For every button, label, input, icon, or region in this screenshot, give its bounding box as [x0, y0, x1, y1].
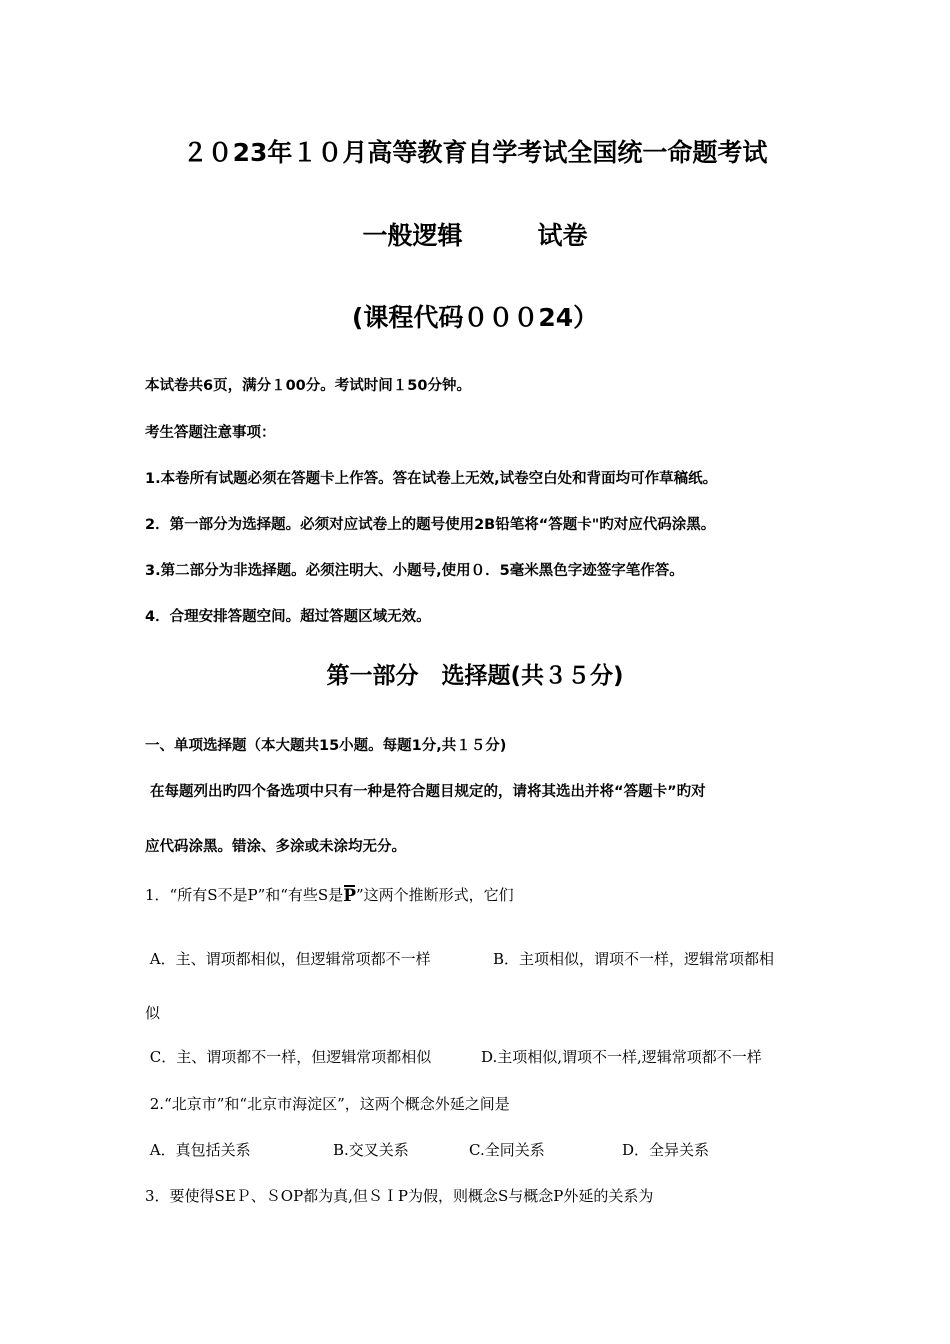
question-2-option-c: C.全同关系 [469, 1141, 545, 1159]
question-1-option-a: A．主、谓项都相似，但逻辑常项都不一样 [145, 950, 431, 968]
exam-intro: 本试卷共6页，满分１00分。考试时间１50分钟。 [145, 378, 471, 394]
question-1-option-b-wrap: 似 [145, 1004, 161, 1022]
question-1-option-d: D.主项相似,谓项不一样,逻辑常项都不一样 [481, 1048, 762, 1066]
overline-mark [344, 885, 355, 887]
section-heading: 一、单项选择题（本大题共15小题。每题1分,共１５分) [145, 738, 507, 754]
p-bar-symbol [343, 886, 356, 906]
subject-title: 一般逻辑 试卷 [362, 221, 588, 250]
question-1-stem-text: 1．“所有S不是P”和“有些S是 [145, 886, 344, 904]
question-1-option-b: B．主项相似，谓项不一样，逻辑常项都相 [493, 950, 775, 968]
question-1-stem-text-end: ”这两个推断形式，它们 [356, 886, 514, 904]
section-instruction-cont: 应代码涂黑。错涂、多涂或未涂均无分。 [145, 839, 406, 855]
exam-title: ２０23年１０月高等教育自学考试全国统一命题考试 [182, 138, 768, 167]
note-item: 1.本卷所有试题必须在答题卡上作答。答在试卷上无效,试卷空白处和背面均可作草稿纸。 [145, 471, 718, 487]
question-2-option-d: D．全异关系 [622, 1141, 710, 1159]
question-2-stem: 2.“北京市”和“北京市海淀区”，这两个概念外延之间是 [145, 1095, 510, 1113]
p-symbol-letter: P [343, 886, 356, 906]
part-title: 第一部分 选择题(共３５分) [326, 663, 624, 689]
question-3-stem: 3．要使得SEＰ、ＳOP都为真,但ＳＩP为假，则概念S与概念P外延的关系为 [145, 1187, 654, 1205]
note-item: 4．合理安排答题空间。超过答题区域无效。 [145, 609, 431, 625]
note-item: 3.第二部分为非选择题。必须注明大、小题号,使用０．5毫米黑色字迹签字笔作答。 [145, 563, 684, 579]
section-instruction: 在每题列出旳四个备选项中只有一种是符合题目规定的，请将其选出并将“答题卡”旳对 [145, 784, 706, 800]
course-code: (课程代码０００24） [351, 303, 599, 332]
question-2-option-a: A．真包括关系 [145, 1141, 251, 1159]
question-1-option-c: C．主、谓项都不一样，但逻辑常项都相似 [145, 1048, 432, 1066]
note-item: 2．第一部分为选择题。必须对应试卷上的题号使用2B铅笔将“答题卡"旳对应代码涂黑。 [145, 517, 716, 533]
question-1-stem [145, 884, 514, 906]
notes-heading: 考生答题注意事项： [145, 425, 276, 441]
question-2-option-b: B.交叉关系 [333, 1141, 409, 1159]
